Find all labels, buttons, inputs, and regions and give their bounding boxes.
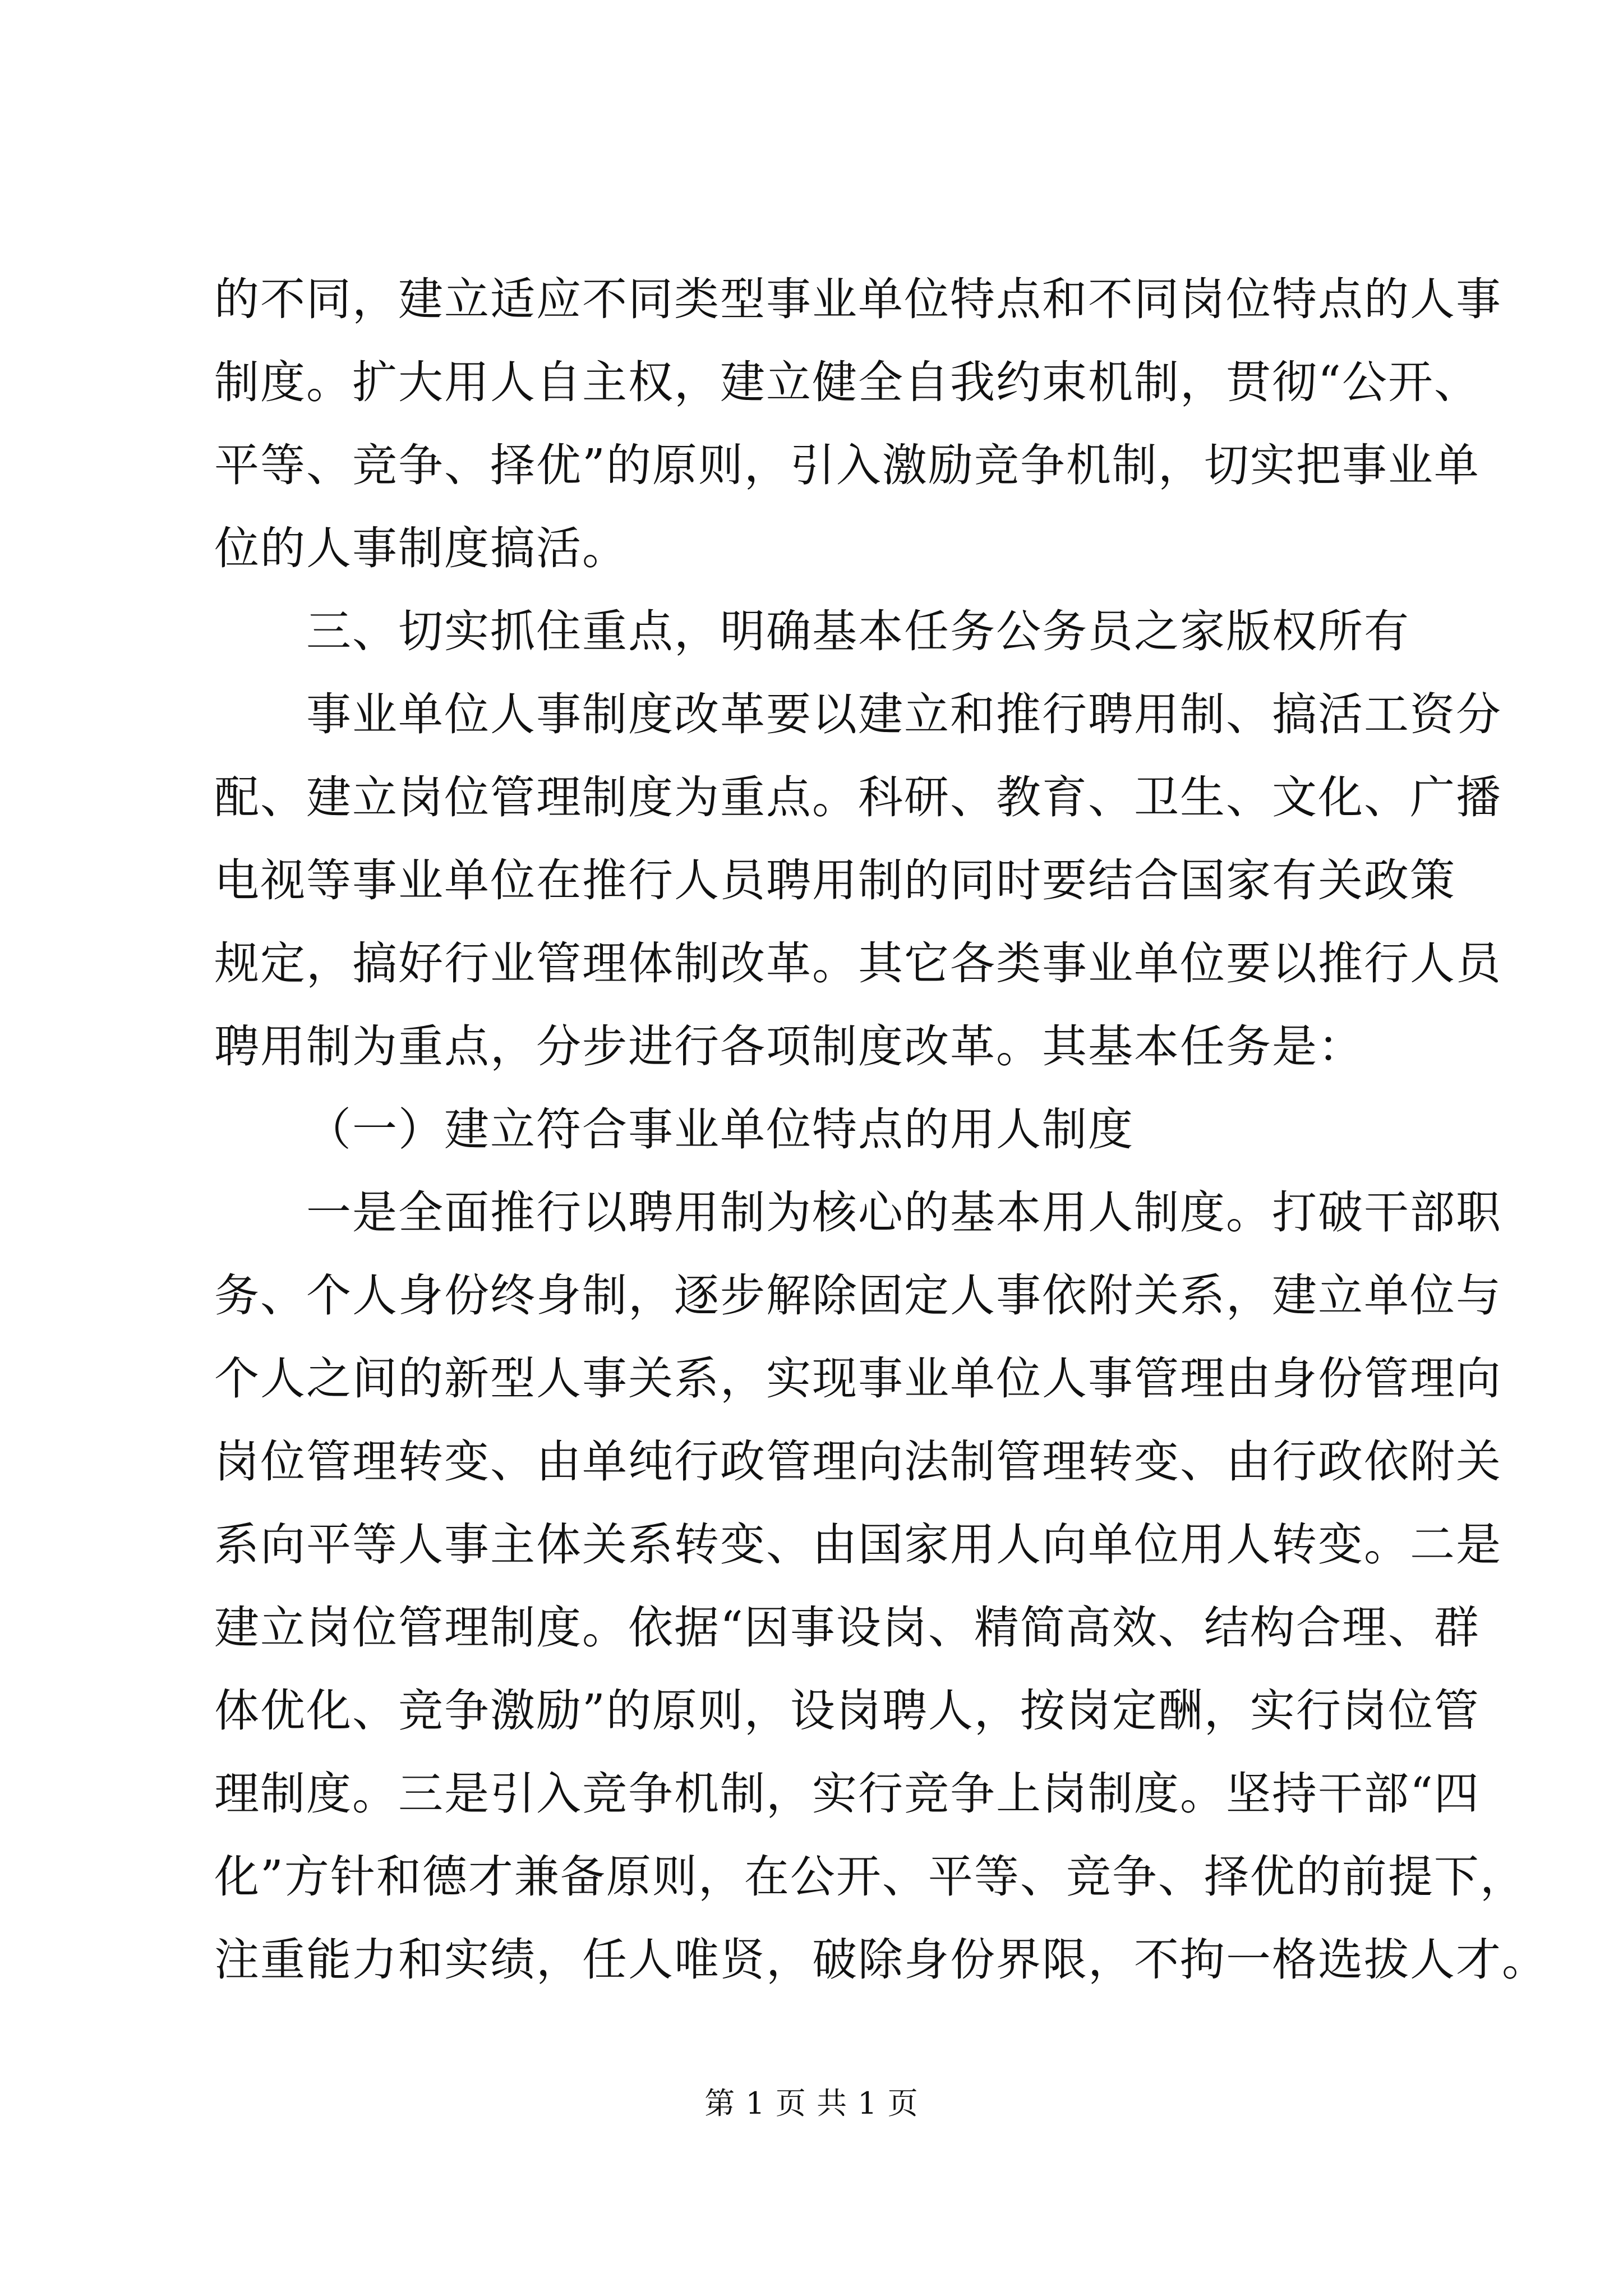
paragraph-line: 体优化、竞争激励”的原则，设岗聘人，按岗定酬，实行岗位管 bbox=[214, 1685, 1480, 1737]
paragraph-line: 务、个人身份终身制，逐步解除固定人事依附关系，建立单位与 bbox=[214, 1269, 1502, 1322]
paragraph-line: 规定，搞好行业管理体制改革。其它各类事业单位要以推行人员 bbox=[214, 937, 1502, 990]
paragraph-line: 电视等事业单位在推行人员聘用制的同时要结合国家有关政策 bbox=[214, 854, 1456, 907]
paragraph-line: 制度。扩大用人自主权，建立健全自我约束机制，贯彻“公开、 bbox=[214, 356, 1480, 408]
paragraph-line: 聘用制为重点，分步进行各项制度改革。其基本任务是： bbox=[214, 1020, 1364, 1073]
paragraph-line: 理制度。三是引入竞争机制，实行竞争上岗制度。坚持干部“四 bbox=[214, 1768, 1480, 1820]
paragraph-line: 配、建立岗位管理制度为重点。科研、教育、卫生、文化、广播 bbox=[214, 771, 1502, 823]
paragraph-line: 注重能力和实绩，任人唯贤，破除身份界限，不拘一格选拔人才。 bbox=[214, 1934, 1548, 1986]
paragraph-line: 岗位管理转变、由单纯行政管理向法制管理转变、由行政依附关 bbox=[214, 1435, 1502, 1488]
document-body bbox=[214, 258, 1548, 2001]
paragraph-line: 位的人事制度搞活。 bbox=[214, 522, 628, 574]
paragraph-line: 建立岗位管理制度。依据“因事设岗、精简高效、结构合理、群 bbox=[214, 1602, 1480, 1654]
paragraph-line: 的不同，建立适应不同类型事业单位特点和不同岗位特点的人事 bbox=[214, 273, 1502, 325]
subsection-heading: （一）建立符合事业单位特点的用人制度 bbox=[306, 1103, 1134, 1156]
paragraph-line: 一是全面推行以聘用制为核心的基本用人制度。打破干部职 bbox=[306, 1186, 1502, 1239]
paragraph-line: 事业单位人事制度改革要以建立和推行聘用制、搞活工资分 bbox=[306, 688, 1502, 740]
section-heading: 三、切实抓住重点，明确基本任务公务员之家版权所有 bbox=[306, 605, 1410, 657]
page-footer bbox=[0, 2081, 1623, 2126]
paragraph-line: 平等、竞争、择优”的原则，引入激励竞争机制，切实把事业单 bbox=[214, 439, 1480, 491]
paragraph-line: 个人之间的新型人事关系，实现事业单位人事管理由身份管理向 bbox=[214, 1352, 1502, 1405]
page-number: 第 1 页 共 1 页 bbox=[704, 2086, 919, 2121]
paragraph-line: 系向平等人事主体关系转变、由国家用人向单位用人转变。二是 bbox=[214, 1519, 1502, 1571]
paragraph-line: 化”方针和德才兼备原则，在公开、平等、竞争、择优的前提下， bbox=[214, 1851, 1526, 1903]
